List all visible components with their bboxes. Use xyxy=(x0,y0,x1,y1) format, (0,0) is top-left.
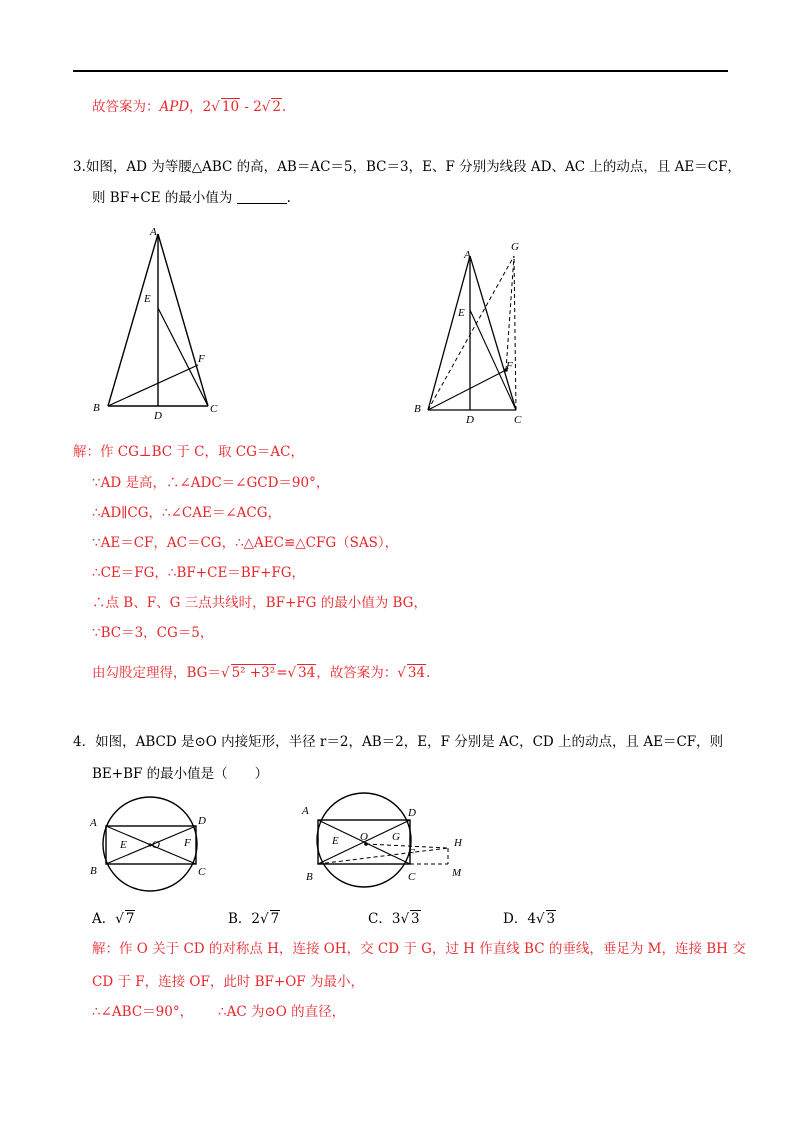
option-c[interactable] xyxy=(368,910,421,928)
option-b-label: B． xyxy=(228,911,252,927)
q4-label-O: O xyxy=(152,839,160,851)
sqrt-sum: √ 5² +3² xyxy=(220,665,276,681)
sol3-l8-prefix: 由勾股定理得，BG＝ xyxy=(92,665,221,681)
option-a[interactable] xyxy=(92,910,135,928)
label-E: E xyxy=(144,293,151,305)
q4-label-C: C xyxy=(198,866,206,878)
q3-line2-text: 则 BF+CE 的最小值为 xyxy=(92,190,233,206)
previous-answer xyxy=(92,98,286,116)
option-d-radicand: 3 xyxy=(546,911,556,927)
q4-figure-2 xyxy=(298,790,478,890)
label-C2: C xyxy=(514,414,522,426)
answer-prefix: 故答案为： xyxy=(92,99,160,115)
q4-label-C2: C xyxy=(408,871,416,883)
q3-line2-end: . xyxy=(286,190,291,206)
label-B2: B xyxy=(414,403,421,415)
label-F2: F xyxy=(506,360,513,372)
sqrt-34: √ 34 xyxy=(287,665,316,681)
option-b-sqrt: √ 7 xyxy=(260,911,280,927)
option-d-sqrt: √ 3 xyxy=(535,911,556,927)
radicand-sum: 5² +3² xyxy=(231,665,276,681)
label-A: A xyxy=(150,226,157,238)
option-c-radicand: 3 xyxy=(411,911,420,927)
option-a-label: A． xyxy=(92,911,116,927)
sol3-l1: 解：作 CG⊥BC 于 C，取 CG＝AC， xyxy=(73,444,304,460)
label-F: F xyxy=(198,353,205,365)
label-B: B xyxy=(93,402,100,414)
q4-line1: 4．如图，ABCD 是⊙O 内接矩形，半径 r＝2，AB＝2，E，F 分别是 AC，CD 上的动点，且 AE＝CF，则 xyxy=(73,734,724,750)
option-d-label: D． xyxy=(503,911,528,927)
label-C: C xyxy=(210,403,218,415)
sol3-l8-eq: = xyxy=(276,665,288,681)
sol4-l3b: ∴AC 为⊙O 的直径， xyxy=(218,1004,346,1020)
sol4-l1: 解：作 O 关于 CD 的对称点 H，连接 OH，交 CD 于 G，过 H 作直线 BC 的垂线，垂足为 M，连接 BH 交 xyxy=(92,941,746,957)
q4-figure-1 xyxy=(88,796,218,896)
sqrt-10: √ 10 xyxy=(211,99,240,115)
q4-label-A: A xyxy=(90,817,97,829)
q4-label-A2: A xyxy=(302,805,309,817)
q4-label-D2: D xyxy=(408,807,416,819)
option-d[interactable] xyxy=(503,910,556,928)
label-D2: D xyxy=(466,414,474,426)
option-a-sqrt: √ 7 xyxy=(115,911,135,927)
q3-line2 xyxy=(92,189,291,207)
option-b-radicand: 7 xyxy=(270,911,280,927)
option-c-sqrt: √ 3 xyxy=(400,911,420,927)
sol3-l4: ∵AE＝CF，AC＝CG，∴△AEC≌△CFG（SAS）， xyxy=(92,535,399,551)
q3-figure-2 xyxy=(410,238,550,428)
q4-label-F: F xyxy=(184,837,191,849)
option-c-label: C． xyxy=(368,911,392,927)
radicand-10: 10 xyxy=(221,99,240,115)
option-b[interactable] xyxy=(228,910,280,928)
q4-label-F2: F xyxy=(408,847,415,859)
sqrt-2: √ 2 xyxy=(261,99,281,115)
q4-label-B2: B xyxy=(306,871,313,883)
q4-label-B: B xyxy=(90,865,97,877)
sol3-l8-mid: ，故答案为： xyxy=(316,665,398,681)
q4-label-D: D xyxy=(198,815,206,827)
sol3-l2: ∵AD 是高，∴∠ADC＝∠GCD＝90°， xyxy=(92,475,330,491)
sol3-l8 xyxy=(92,664,430,682)
option-a-radicand: 7 xyxy=(125,911,135,927)
option-c-coef: 3 xyxy=(391,911,401,927)
answer-blank xyxy=(237,191,287,204)
sol3-l7: ∵BC＝3，CG＝5， xyxy=(92,625,214,641)
answer-coef: 2 xyxy=(202,99,212,115)
sol3-l6: ∴点 B、F、G 三点共线时，BF+FG 的最小值为 BG， xyxy=(92,595,427,611)
option-d-coef: 4 xyxy=(527,911,536,927)
q3-line1: 3.如图，AD 为等腰△ABC 的高，AB＝AC＝5，BC＝3，E、F 分别为线段 AD、AC 上的动点，且 AE＝CF， xyxy=(73,159,741,175)
q4-line2: BE+BF 的最小值是（ ） xyxy=(92,766,269,782)
sol3-l5: ∴CE＝FG，∴BF+CE＝BF+FG， xyxy=(92,565,306,581)
label-G: G xyxy=(511,241,519,253)
q4-label-E2: E xyxy=(332,835,339,847)
sol3-l3: ∴AD∥CG，∴∠CAE＝∠ACG， xyxy=(92,505,282,521)
sol4-l3a: ∴∠ABC＝90°， xyxy=(92,1004,194,1020)
q3-figure-1 xyxy=(90,222,240,422)
sol4-l2: CD 于 F，连接 OF，此时 BF+OF 为最小， xyxy=(92,974,364,990)
option-b-coef: 2 xyxy=(251,911,261,927)
q4-label-M: M xyxy=(452,867,462,879)
label-A2: A xyxy=(464,249,471,261)
answer-end: . xyxy=(282,99,287,115)
answer-sep: ， xyxy=(189,99,203,115)
sqrt-34-answer: √ 34 xyxy=(397,665,426,681)
answer-path: APD xyxy=(159,99,190,115)
answer-minus: - 2 xyxy=(240,99,262,115)
radicand-34-answer: 34 xyxy=(407,665,426,681)
label-E2: E xyxy=(458,307,465,319)
sol3-l8-end: . xyxy=(426,665,431,681)
q4-label-G: G xyxy=(392,831,400,843)
label-D: D xyxy=(154,410,162,422)
q4-label-H: H xyxy=(454,837,462,849)
radicand-2: 2 xyxy=(272,99,281,115)
q4-label-O2: O xyxy=(360,831,368,843)
q4-label-E: E xyxy=(120,839,127,851)
header-rule xyxy=(73,70,728,72)
radicand-34: 34 xyxy=(298,665,316,681)
